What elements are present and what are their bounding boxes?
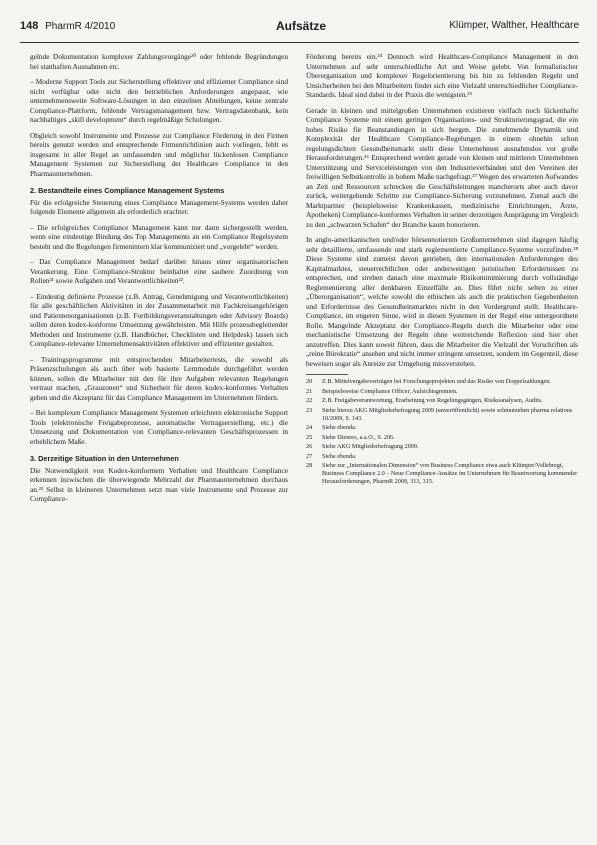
header-left <box>20 19 115 34</box>
footnote-number: 26 <box>306 443 313 450</box>
footnote-text: Siehe zur „Internationalen Dimension“ von Business Compliance etwa auch Klümper/Vollebregt, Business Compliance 2.0 – Neue Compliance-Ansätze im Unternehmen für Beantwortung kommender Herausforderungen, PharmR 2009, 313, 315. <box>322 462 578 485</box>
footnote-number: 24 <box>306 424 313 431</box>
footnote-separator <box>306 374 348 375</box>
footnote <box>306 388 578 396</box>
footnote-text: Z.B. Mittelvergabeverträgen bei Forschungsprojekten und das Risiko von Doppelzahlungen. <box>322 378 551 385</box>
footnote-number: 28 <box>306 462 313 469</box>
paragraph: – Die erfolgreiches Compliance Management kann nur dann sichergestellt werden, wenn eine eindeutige Bindung des Top Managements an ein Compliance Regelsystem besteht und die Regelungen firmenintern klar kommuniziert und „vorgelebt“ werden. <box>30 222 288 251</box>
footnote <box>306 462 578 486</box>
footnote-text: Beispielsweise Compliance Officer, Aufsichtsgremien. <box>322 387 458 395</box>
paragraph: – Moderne Support Tools zur Sicherstellung effektiver und effizienter Compliance sind nicht verfügbar oder nicht den betrieblichen Anforderungen angepasst, wie unternehmensweite Software-Lösungen in den einzelnen Abteilungen, keine zentrale Compliance-Plattform, fehlende Vertragsmanagement bzw. Vertragsdatenbank, kein nachhaltiges „skill development“ durch regelmäßige Schulungen. <box>30 77 288 124</box>
section-title: Aufsätze <box>276 19 327 33</box>
footnote-number: 21 <box>306 387 313 395</box>
section-heading: 2. Bestandteile eines Compliance Management Systems <box>30 186 225 195</box>
footnote-number: 22 <box>306 397 313 404</box>
left-column <box>30 52 288 510</box>
footnote-text: Siehe hierzu AKG Mitgliederbefragung 2009 (unveröffentlicht) sowie schmutzeben pharma relations 10/2009, S. 143. <box>322 406 573 422</box>
paragraph: Gerade in kleinen und mittelgroßen Unternehmen existieren vielfach noch lückenhafte Compliance Systeme mit einem geringen Organisations- und Strukturierungsgrad, die ein hohes Risiko für Beanstandungen in sich bergen. Die zunehmende Dynamik und Komplexität der Healthcare Compliance-Regelungen in einem ohnehin schon regelungsdichten Gesundheitsmarkt stellt diese Unternehmen ausnahmslos vor große Herausforderungen.²⁶ Entsprechend werden gerade von kleinen und mittleren Unternehmen Unterstützung und Serviceleistungen von den Industrieverbänden und den Vereinen der freiwilligen Selbstkontrolle in hohem Maße nachgefragt.²⁷ Wegen des erwarteten Aufwandes an Zeit und Ressourcen schrecken die Geschäftsleitungen mancherorts aber auch davor zurück, weitergehende Schritte zur Compliance-Sicherung vorzunehmen. Zumal auch die Marktpartner (beispielsweise Krankenkassen, medizinische Einrichtungen, Ärzte, Apotheken) Compliance-konformes Verhalten in seiner derzeitigen Ausprägung im Vergleich zu den „schwarzen Schafen“ der Branche kaum honorieren. <box>306 105 578 229</box>
footnote-number: 27 <box>306 452 313 460</box>
footnote-number: 23 <box>306 406 313 414</box>
paragraph: Die Notwendigkeit von Kodex-konformem Verhalten und Healthcare Compliance erkennen inzwischen die überwiegende Mehrzahl der Pharmaunternehmen durchaus an.²³ Selbst in kleineren Unternehmen setzt man viele Instrumente und Prozesse zur Compliance- <box>30 465 288 503</box>
footnote-text: Siehe ebenda. <box>322 452 357 460</box>
paragraph: Förderung bereits ein.²⁴ Dennoch wird Healthcare-Compliance Management in den Unternehmen auf sehr unterschiedliche Art und Weise gelebt. Von formalistischer Übererganisation und komplexer Regelorientierung bis hin zu fehlenden Regeln und Unsicherheiten bei den Mitarbeitern findet sich eine Vielzahl unterschiedlicher Compliance-Standards. Ideal sind dabei in der Praxis die wenigsten.²⁵ <box>306 52 578 99</box>
page-number: 148 <box>20 20 39 32</box>
section-heading: 3. Derzeitige Situation in den Unternehmen <box>30 454 179 463</box>
footnote <box>306 378 578 386</box>
footnote-text: Siehe AKG Mitgliederbefragung 2009. <box>322 443 419 450</box>
paragraph: Für die erfolgreiche Steuerung eines Compliance Management-Systems werden daher folgende Elemente allgemein als erforderlich erachtet: <box>30 197 288 216</box>
journal-issue: PharmR 4/2010 <box>45 21 116 32</box>
paragraph: In anglo-amerikanischen und/oder börsennotierten Großunternehmen sind dagegen häufig sehr detaillierte, umfassende und stark reglementierte Compliance-Systeme vorzufinden.²⁸ Diese Systeme sind zumeist davon getrieben, den internationalen Anforderungen des Kapitalmarktes, steuerrechtlichen oder anderweitigen juristischen Erfordernissen zu entsprechen, und streben danach eine maximale Risikominimierung durch vollständige Reglementierung aller denkbaren Einzelfälle an. Dies führt nicht selten zu einer „Überorganisation“, welche sowohl die ethischen als auch die praktischen Gegebenheiten und Erfordernisse des Gesundheitsmarktes nicht in den Vordergrund stellt. Healthcare-Compliance, im engeren Sinne, wird in diesen Systemen in der Regel eine untergeordnete Rolle. Mangelnde Akzeptanz der Compliance-Regeln durch die Mitarbeiter oder eine mechanistische Umsetzung der Regeln ohne weitreichende Reflexion sind hier eher anzutreffen. Dies kann soweit führen, dass die Mitarbeiter die Vielzahl der Vorschriften als „reine Bürokratie“ ansehen und nicht immer stringent umsetzen, sondern im Gegenteil, diese beweisen sogar als Anreize zur Umgehung missverstehen. <box>306 235 578 368</box>
footnotes <box>306 378 578 486</box>
footnote <box>306 434 578 442</box>
header-authors: Klümper, Walther, Healthcare <box>449 20 579 31</box>
paragraph: – Trainingsprogramme mit entsprechenden Mitarbeitertests, die sowohl als Präsenzschulungen als auch über web basierte Lernmodule durchgeführt werden können, sollen die Mitarbeiter mit den für ihre Aufgaben relevanten Regelungen vertraut machen, „Grauzonen“ und Sicherheit für deren kodex-konformes Verhalten geben und die Akzeptanz für das Compliance Management im Unternehmen fördern. <box>30 354 288 402</box>
footnote-number: 20 <box>306 378 313 385</box>
footnote <box>306 407 578 423</box>
footnote <box>306 443 578 451</box>
paragraph: Obgleich sowohl Instrumente und Prozesse zur Compliance Förderung in den Firmen bereits genutzt werden und entsprechende Firmenrichtlinien auch vorliegen, fehlt es insgesamt in aller Regel an umfassenden und möglichst lückenlosen Compliance Management Systemen zur Sicherstellung der Healthcare Compliance in den Pharmaunternehmen. <box>30 130 288 178</box>
header-rule <box>20 42 579 43</box>
page-header <box>20 19 579 35</box>
footnote-number: 25 <box>306 433 313 441</box>
footnote <box>306 397 578 405</box>
footnote-text: Siehe ebenda. <box>322 424 357 431</box>
paragraph: – Das Compliance Management bedarf darüber hinaus einer organisatorischen Verankerung. Eine Compliance-Struktur beinhaltet eine saubere Zuordnung von Rollen²¹ sowie Aufgaben und Verantwortlichkeiten²². <box>30 257 288 285</box>
footnote-text: Siehe Dieners, a.a.O., S. 206. <box>322 433 395 441</box>
footnote <box>306 453 578 461</box>
paragraph: gelnde Dokumentation komplexer Zahlungsvorgänge²⁰ oder fehlende Begründungen bei statthaften Ausnahmen etc. <box>30 52 288 71</box>
right-column <box>306 52 578 488</box>
paragraph: – Bei komplexen Compliance Management Systemen erleichtern elektronische Support Tools (elektronische Freigabeprozesse, automatische Vertragserstellung, etc.) die Umsetzung und Dokumentation von Compliance-relevanten Geschäftsprozessen in erheblichem Maße. <box>30 408 288 446</box>
footnote <box>306 424 578 432</box>
paragraph: – Eindeutig definierte Prozesse (z.B. Antrag, Genehmigung und Verantwortlichkeiten) für alle geschäftlichen Aktivitäten in der Zusammenarbeit mit Fachkreisangehörigen und Patientenorganisationen (z.B. Fortbildungsveranstaltungen oder Advisory Boards) sollen deren kodex-konforme Umsetzung gewährleisten. Mit Hilfe prozessbegleitender Methoden und Instrumente (z.B. Handbücher, Checklisten und Helpdesk) lassen sich Compliance-relevante Unternehmensaktivitäten effektiver und effizienter gestalten. <box>30 291 288 348</box>
footnote-text: Z.B. Freigabeverantwortung, Erarbeitung von Regelungsgängen, Risikoanalysen, Audits. <box>322 397 543 404</box>
